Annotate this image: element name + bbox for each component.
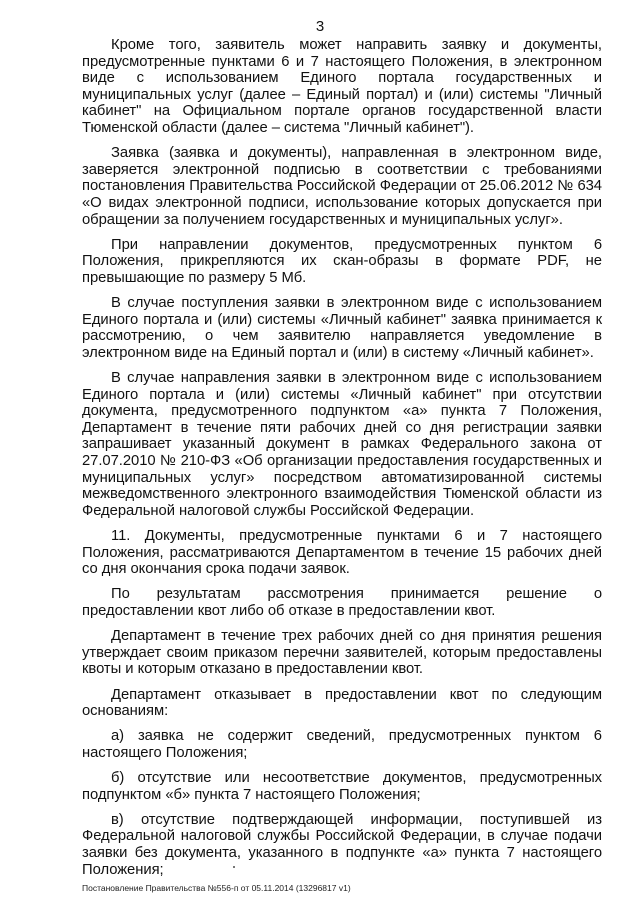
- list-item-a: а) заявка не содержит сведений, предусмотренных пунктом 6 настоящего Положения;: [82, 728, 602, 761]
- paragraph-missing-document-request: В случае направления заявки в электронном виде с использованием Единого портала и (или) системы «Личный кабинет" при отсутствии документа, предусмотренного подпунктом «а» пункта 7 Положения, Департамент в течение пяти рабочих дней со дня регистрации заявки запрашивает указанный документ в рамках Федерального закона от 27.07.2010 № 210-ФЗ «Об организации предоставления государственных и муниципальных услуг» посредством автоматизированной системы межведомственного электронного взаимодействия Тюменской области из Федеральной налоговой службы Российской Федерации.: [82, 370, 602, 519]
- list-item-v: в) отсутствие подтверждающей информации, поступившей из Федеральной налоговой службы Российской Федерации, в случае подачи заявки без документа, указанного в подпункте «а» пункта 7 настоящего Положения;: [82, 811, 602, 878]
- paragraph-item-11: 11. Документы, предусмотренные пунктами 6 и 7 настоящего Положения, рассматриваются Департаментом в течение 15 рабочих дней со дня окончания срока подачи заявок.: [82, 528, 602, 578]
- paragraph-decision: По результатам рассмотрения принимается решение о предоставлении квот либо об отказе в предоставлении квот.: [82, 586, 602, 619]
- scan-speck: [233, 866, 235, 868]
- paragraph-refusal-grounds: Департамент отказывает в предоставлении квот по следующим основаниям:: [82, 686, 602, 720]
- body-text: [82, 37, 602, 887]
- paragraph-approval-order: Департамент в течение трех рабочих дней со дня принятия решения утверждает своим приказом перечни заявителей, которым предоставлены квоты и которым отказано в предоставлении квот.: [82, 628, 602, 678]
- list-item-b: б) отсутствие или несоответствие документов, предусмотренных подпунктом «б» пункта 7 настоящего Положения;: [82, 770, 602, 803]
- page-number: 3: [315, 18, 325, 35]
- paragraph-scan-attachments: При направлении документов, предусмотренных пунктом 6 Положения, прикрепляются их скан-образы в формате PDF, не превышающие по размеру 5 Мб.: [82, 236, 602, 286]
- paragraph-electronic-signature: Заявка (заявка и документы), направленная в электронном виде, заверяется электронной подписью в соответствии с требованиями постановления Правительства Российской Федерации от 25.06.2012 № 634 «О видах электронной подписи, использование которых допускается при обращении за получением государственных и муниципальных услуг».: [82, 145, 602, 228]
- paragraph-acceptance-notice: В случае поступления заявки в электронном виде с использованием Единого портала и (или) системы «Личный кабинет" заявка принимается к рассмотрению, о чем заявителю направляется уведомление в электронном виде на Единый портал и (или) в систему «Личный кабинет».: [82, 295, 602, 361]
- paragraph-electronic-submission: Кроме того, заявитель может направить заявку и документы, предусмотренные пунктами 6 и 7 настоящего Положения, в электронном виде с использованием Единого портала государственных и муниципальных услуг (далее – Единый портал) и (или) системы "Личный кабинет" на Официальном портале органов государственной власти Тюменской области (далее – система "Личный кабинет").: [82, 37, 602, 136]
- footer-document-reference: Постановление Правительства №556-п от 05.11.2014 (13296817 v1): [82, 883, 351, 893]
